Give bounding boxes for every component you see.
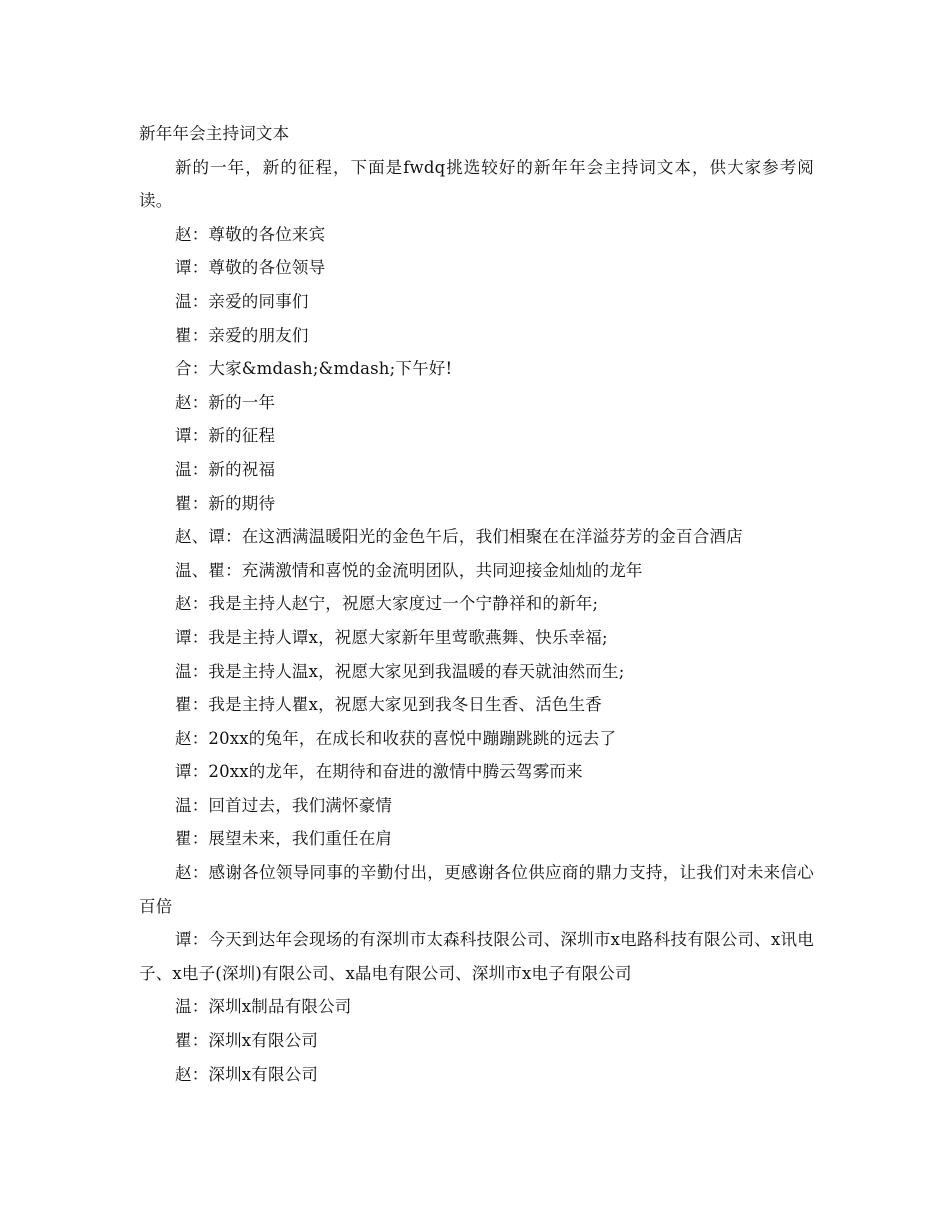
script-line: 赵：感谢各位领导同事的辛勤付出，更感谢各位供应商的鼎力支持，让我们对未来信心百倍 [139, 863, 814, 916]
script-line: 谭：我是主持人谭x，祝愿大家新年里莺歌燕舞、快乐幸福; [175, 627, 608, 647]
script-line: 谭：今天到达年会现场的有深圳市太森科技限公司、深圳市x电路科技有限公司、x讯电子、x电子(深圳)有限公司、x晶电有限公司、深圳市x电子有限公司 [139, 930, 814, 983]
script-line: 温：回首过去，我们满怀豪情 [175, 795, 393, 815]
script-line: 谭：新的征程 [175, 426, 276, 446]
script-line: 瞿：我是主持人瞿x，祝愿大家见到我冬日生香、活色生香 [175, 695, 603, 715]
script-line: 温：亲爱的同事们 [175, 291, 309, 311]
script-line: 谭：20xx的龙年，在期待和奋进的激情中腾云驾雾而来 [175, 762, 583, 782]
script-line: 温：我是主持人温x，祝愿大家见到我温暖的春天就油然而生; [175, 661, 625, 681]
script-line: 赵：深圳x有限公司 [175, 1064, 319, 1084]
intro-paragraph: 新的一年，新的征程，下面是fwdq挑选较好的新年年会主持词文本，供大家参考阅读。 [139, 157, 814, 211]
script-line: 瞿：新的期待 [175, 493, 276, 513]
script-line: 温、瞿：充满激情和喜悦的金流明团队，共同迎接金灿灿的龙年 [175, 560, 643, 580]
script-line: 温：新的祝福 [175, 459, 276, 479]
script-line: 瞿：深圳x有限公司 [175, 1031, 319, 1051]
script-line: 赵：新的一年 [175, 392, 276, 412]
script-line: 赵：我是主持人赵宁，祝愿大家度过一个宁静祥和的新年; [175, 594, 599, 614]
script-line: 温：深圳x制品有限公司 [175, 997, 352, 1017]
script-line: 赵：尊敬的各位来宾 [175, 224, 326, 244]
script-line: 谭：尊敬的各位领导 [175, 258, 326, 278]
script-line: 赵：20xx的兔年，在成长和收获的喜悦中蹦蹦跳跳的远去了 [175, 728, 617, 748]
document-body [139, 117, 814, 1091]
script-line: 合：大家&mdash;&mdash;下午好! [175, 359, 453, 379]
document-title: 新年年会主持词文本 [139, 124, 290, 143]
script-line: 赵、谭：在这洒满温暖阳光的金色午后，我们相聚在在洋溢芬芳的金百合酒店 [175, 527, 743, 547]
script-line: 瞿：亲爱的朋友们 [175, 325, 309, 345]
script-line: 瞿：展望未来，我们重任在肩 [175, 829, 393, 849]
